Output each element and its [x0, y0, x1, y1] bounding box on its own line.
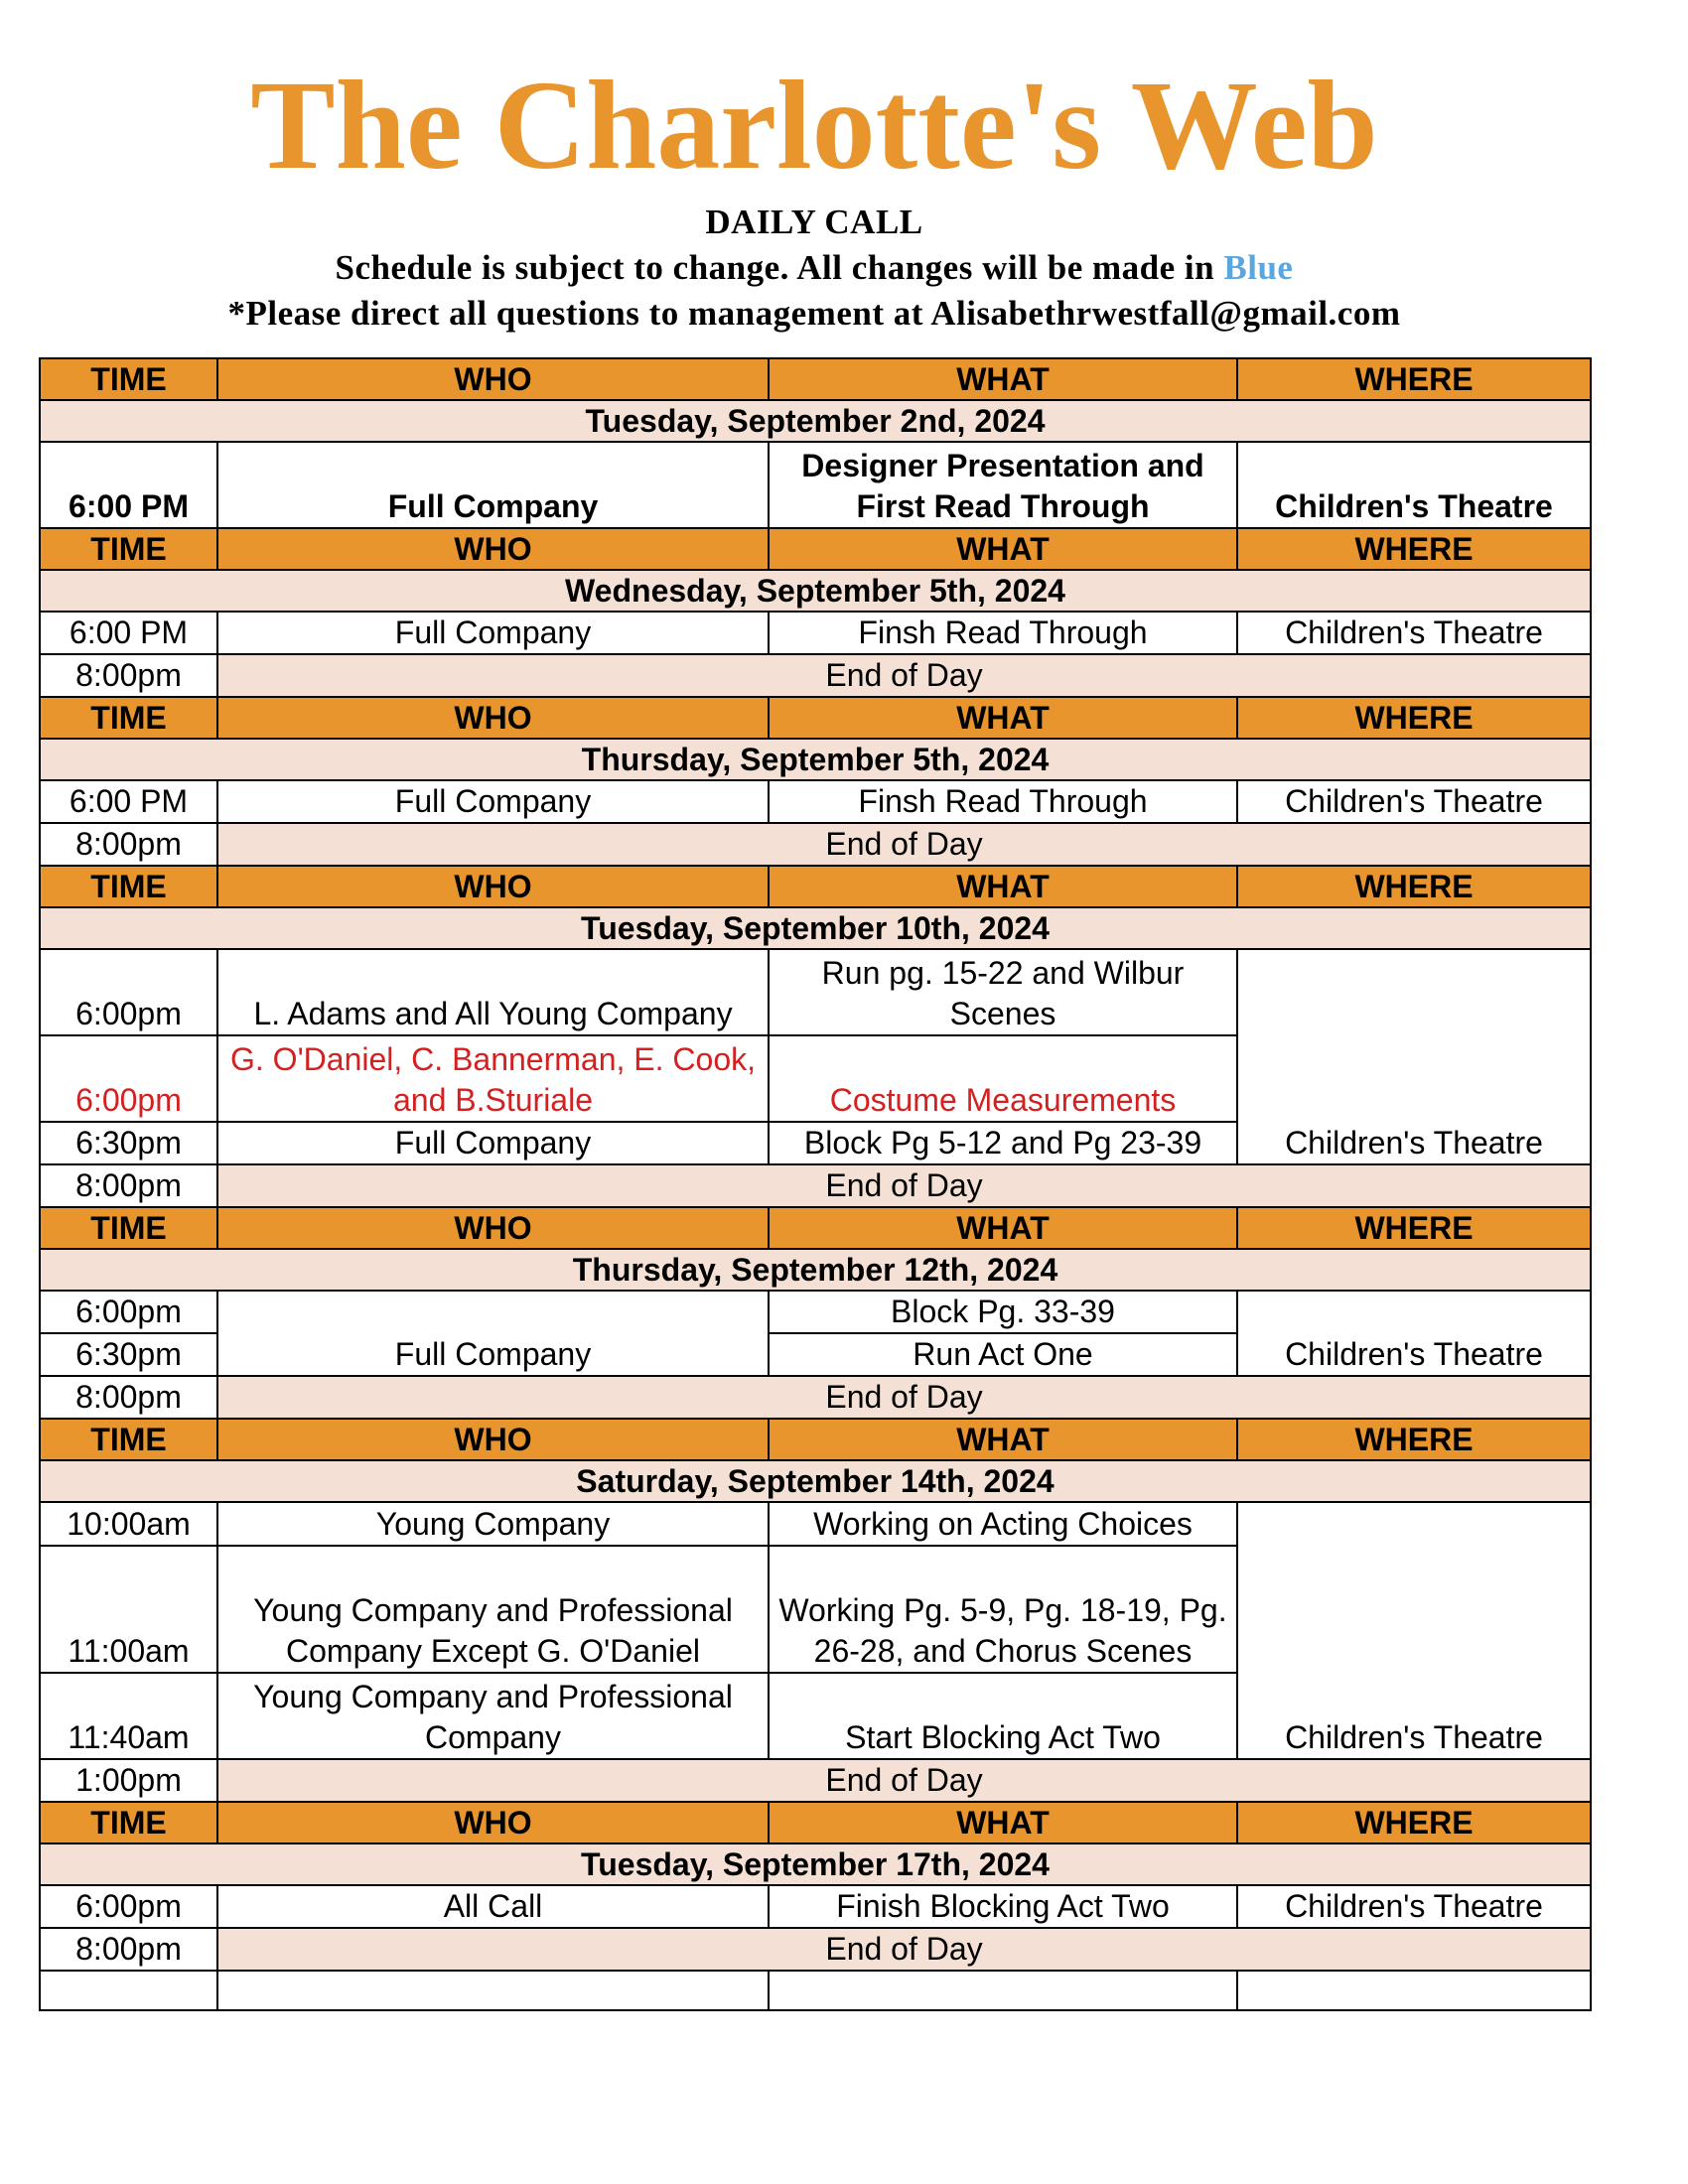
col-what: WHAT	[769, 528, 1237, 570]
column-header-row	[40, 358, 1591, 400]
time-cell: 6:00 PM	[40, 612, 217, 654]
col-time: TIME	[40, 1802, 217, 1843]
schedule-table	[39, 357, 1592, 2011]
col-where: WHERE	[1237, 358, 1591, 400]
time-cell: 6:30pm	[40, 1122, 217, 1164]
date-row	[40, 907, 1591, 949]
where-cell: Children's Theatre	[1237, 780, 1591, 823]
time-cell: 6:00pm	[40, 1885, 217, 1928]
change-notice-text: Schedule is subject to change. All changes will be made in	[335, 248, 1215, 287]
col-what: WHAT	[769, 1207, 1237, 1249]
where-cell: Children's Theatre	[1237, 1502, 1591, 1759]
column-header-row	[40, 697, 1591, 739]
time-cell: 8:00pm	[40, 823, 217, 866]
empty-row	[40, 1971, 1591, 2010]
who-cell: L. Adams and All Young Company	[217, 949, 769, 1035]
column-header-row	[40, 1802, 1591, 1843]
col-time: TIME	[40, 1207, 217, 1249]
date-label: Tuesday, September 17th, 2024	[40, 1843, 1591, 1885]
what-cell: Run pg. 15-22 and Wilbur Scenes	[769, 949, 1237, 1035]
time-cell: 8:00pm	[40, 1376, 217, 1419]
empty-cell	[1237, 1971, 1591, 2010]
time-cell: 6:00pm	[40, 1035, 217, 1122]
col-time: TIME	[40, 697, 217, 739]
col-who: WHO	[217, 1419, 769, 1460]
col-who: WHO	[217, 358, 769, 400]
end-of-day-row	[40, 1928, 1591, 1971]
col-what: WHAT	[769, 866, 1237, 907]
who-cell: Full Company	[217, 1122, 769, 1164]
table-row	[40, 949, 1591, 1035]
col-time: TIME	[40, 866, 217, 907]
col-time: TIME	[40, 358, 217, 400]
end-of-day-label: End of Day	[217, 1759, 1591, 1802]
end-of-day-row	[40, 1376, 1591, 1419]
col-where: WHERE	[1237, 1419, 1591, 1460]
date-label: Thursday, September 5th, 2024	[40, 739, 1591, 780]
who-cell: Full Company	[217, 1291, 769, 1376]
col-what: WHAT	[769, 697, 1237, 739]
date-row	[40, 1249, 1591, 1291]
col-what: WHAT	[769, 1802, 1237, 1843]
end-of-day-label: End of Day	[217, 654, 1591, 697]
what-cell: Working on Acting Choices	[769, 1502, 1237, 1546]
time-cell: 8:00pm	[40, 654, 217, 697]
who-cell: Full Company	[217, 612, 769, 654]
end-of-day-row	[40, 1759, 1591, 1802]
col-who: WHO	[217, 1802, 769, 1843]
change-notice-blue: Blue	[1223, 248, 1294, 287]
time-cell: 11:40am	[40, 1673, 217, 1759]
col-where: WHERE	[1237, 697, 1591, 739]
daily-call-heading: DAILY CALL	[705, 203, 923, 241]
col-where: WHERE	[1237, 1207, 1591, 1249]
what-cell: Finish Blocking Act Two	[769, 1885, 1237, 1928]
date-row	[40, 400, 1591, 442]
time-cell: 8:00pm	[40, 1164, 217, 1207]
what-cell: Costume Measurements	[769, 1035, 1237, 1122]
empty-cell	[769, 1971, 1237, 2010]
where-cell: Children's Theatre	[1237, 612, 1591, 654]
column-header-row	[40, 528, 1591, 570]
time-cell: 10:00am	[40, 1502, 217, 1546]
date-row	[40, 739, 1591, 780]
col-what: WHAT	[769, 358, 1237, 400]
col-who: WHO	[217, 528, 769, 570]
empty-cell	[40, 1971, 217, 2010]
table-row	[40, 1885, 1591, 1928]
col-who: WHO	[217, 697, 769, 739]
end-of-day-label: End of Day	[217, 1376, 1591, 1419]
where-cell: Children's Theatre	[1237, 1291, 1591, 1376]
col-who: WHO	[217, 866, 769, 907]
date-label: Thursday, September 12th, 2024	[40, 1249, 1591, 1291]
what-cell: Block Pg 5-12 and Pg 23-39	[769, 1122, 1237, 1164]
column-header-row	[40, 1207, 1591, 1249]
col-time: TIME	[40, 1419, 217, 1460]
column-header-row	[40, 866, 1591, 907]
what-cell: Finsh Read Through	[769, 780, 1237, 823]
who-cell: Young Company and Professional Company	[217, 1673, 769, 1759]
time-cell: 6:00 PM	[40, 780, 217, 823]
end-of-day-label: End of Day	[217, 1928, 1591, 1971]
end-of-day-row	[40, 1164, 1591, 1207]
col-who: WHO	[217, 1207, 769, 1249]
date-label: Tuesday, September 2nd, 2024	[40, 400, 1591, 442]
end-of-day-row	[40, 654, 1591, 697]
date-label: Tuesday, September 10th, 2024	[40, 907, 1591, 949]
empty-cell	[217, 1971, 769, 2010]
where-cell: Children's Theatre	[1237, 1885, 1591, 1928]
end-of-day-row	[40, 823, 1591, 866]
col-time: TIME	[40, 528, 217, 570]
page-title: The Charlotte's Web	[250, 55, 1378, 196]
table-row	[40, 442, 1591, 528]
time-cell: 6:30pm	[40, 1333, 217, 1376]
end-of-day-label: End of Day	[217, 823, 1591, 866]
table-row	[40, 612, 1591, 654]
date-label: Wednesday, September 5th, 2024	[40, 570, 1591, 612]
what-cell: Block Pg. 33-39	[769, 1291, 1237, 1333]
time-cell: 6:00 PM	[40, 442, 217, 528]
who-cell: Young Company and Professional Company Except G. O'Daniel	[217, 1546, 769, 1673]
contact-line: *Please direct all questions to management at Alisabethrwestfall@gmail.com	[227, 294, 1401, 333]
time-cell: 6:00pm	[40, 949, 217, 1035]
what-cell: Run Act One	[769, 1333, 1237, 1376]
who-cell: G. O'Daniel, C. Bannerman, E. Cook, and B.Sturiale	[217, 1035, 769, 1122]
change-notice	[0, 250, 1628, 285]
col-where: WHERE	[1237, 1802, 1591, 1843]
col-where: WHERE	[1237, 866, 1591, 907]
who-cell: Full Company	[217, 442, 769, 528]
where-cell: Children's Theatre	[1237, 442, 1591, 528]
date-row	[40, 1460, 1591, 1502]
where-cell: Children's Theatre	[1237, 949, 1591, 1164]
what-cell: Working Pg. 5-9, Pg. 18-19, Pg. 26-28, and Chorus Scenes	[769, 1546, 1237, 1673]
table-row	[40, 1291, 1591, 1333]
col-what: WHAT	[769, 1419, 1237, 1460]
what-cell: Designer Presentation and First Read Through	[769, 442, 1237, 528]
date-row	[40, 570, 1591, 612]
column-header-row	[40, 1419, 1591, 1460]
who-cell: All Call	[217, 1885, 769, 1928]
end-of-day-label: End of Day	[217, 1164, 1591, 1207]
date-row	[40, 1843, 1591, 1885]
what-cell: Finsh Read Through	[769, 612, 1237, 654]
table-row	[40, 1502, 1591, 1546]
time-cell: 6:00pm	[40, 1291, 217, 1333]
col-where: WHERE	[1237, 528, 1591, 570]
date-label: Saturday, September 14th, 2024	[40, 1460, 1591, 1502]
time-cell: 1:00pm	[40, 1759, 217, 1802]
time-cell: 11:00am	[40, 1546, 217, 1673]
who-cell: Young Company	[217, 1502, 769, 1546]
who-cell: Full Company	[217, 780, 769, 823]
table-row	[40, 780, 1591, 823]
time-cell: 8:00pm	[40, 1928, 217, 1971]
what-cell: Start Blocking Act Two	[769, 1673, 1237, 1759]
